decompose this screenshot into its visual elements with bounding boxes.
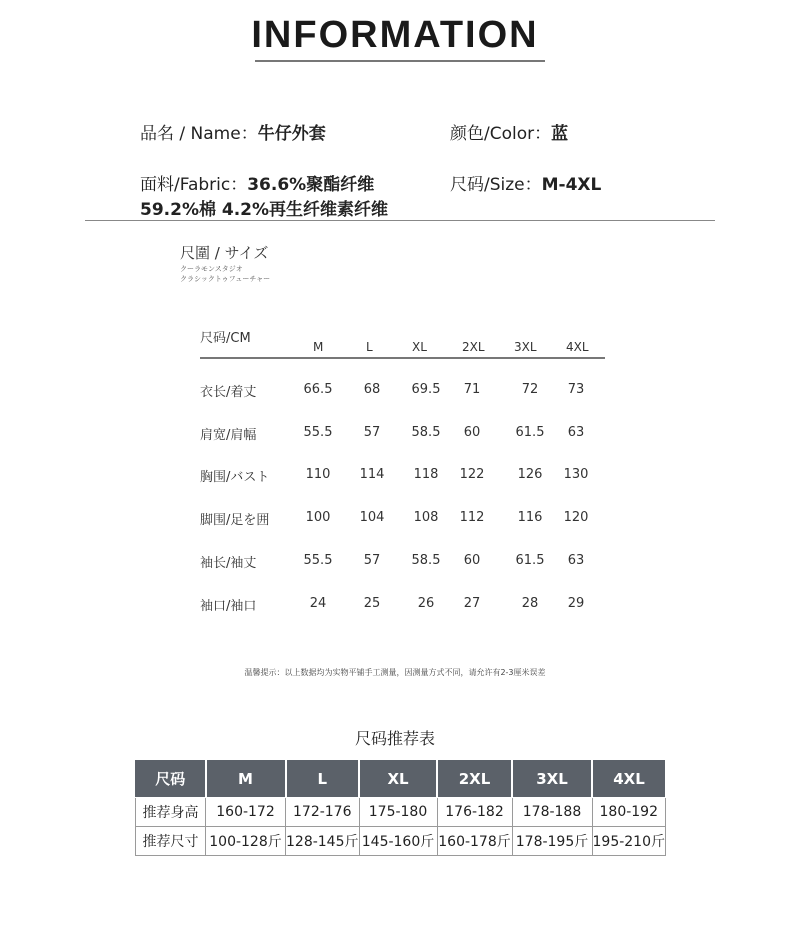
recommend-row-weight: [136, 827, 666, 856]
rec-cell: 180-192: [592, 798, 666, 827]
size-cell: 112: [459, 510, 485, 525]
size-chart-sub2: クラシックトゥフューチャー: [180, 275, 271, 283]
size-label: 尺码/Size：: [450, 175, 542, 195]
recommend-row-height: [136, 798, 666, 827]
size-cell: 58.5: [411, 553, 441, 568]
title-underline: [255, 60, 545, 62]
size-row-label: 肩宽/肩幅: [200, 428, 257, 443]
size-cell: 27: [463, 596, 481, 611]
rec-cell: 176-182: [437, 798, 512, 827]
rec-head-m: M: [206, 760, 286, 798]
size-cell: 55.5: [303, 425, 333, 440]
rec-cell: 100-128斤: [206, 827, 286, 856]
col-head-2xl: 2XL: [462, 340, 485, 354]
size-cell: 104: [359, 510, 385, 525]
size-cell: 73: [567, 382, 585, 397]
col-head-4xl: 4XL: [566, 340, 589, 354]
recommend-title: 尺码推荐表: [354, 729, 435, 748]
size-cell: 72: [521, 382, 539, 397]
rec-head-3xl: 3XL: [512, 760, 592, 798]
size-cell: 58.5: [411, 425, 441, 440]
size-cell: 24: [309, 596, 327, 611]
size-cell: 61.5: [515, 553, 545, 568]
size-row-label: 脚围/足を囲: [200, 513, 270, 528]
size-cell: 60: [463, 425, 481, 440]
rec-cell: 195-210斤: [592, 827, 666, 856]
name-label: 品名 / Name：: [140, 124, 258, 144]
rec-cell: 145-160斤: [359, 827, 437, 856]
size-cell: 63: [567, 553, 585, 568]
size-cell: 122: [459, 467, 485, 482]
rec-head-size: 尺码: [136, 760, 206, 798]
fabric-value-2: 59.2%棉 4.2%再生纤维素纤维: [140, 200, 389, 220]
col-head-m: M: [313, 340, 324, 354]
rec-cell: 160-172: [206, 798, 286, 827]
rec-head-l: L: [286, 760, 360, 798]
rec-cell: 推荐尺寸: [136, 827, 206, 856]
col-head-l: L: [366, 340, 373, 354]
rec-head-2xl: 2XL: [437, 760, 512, 798]
size-cell: 116: [517, 510, 543, 525]
rec-cell: 178-188: [512, 798, 592, 827]
size-cell: 126: [517, 467, 543, 482]
rec-cell: 推荐身高: [136, 798, 206, 827]
size-cell: 57: [363, 425, 381, 440]
unit-label: 尺码/CM: [200, 331, 251, 346]
size-cell: 118: [413, 467, 439, 482]
fabric-value: 36.6%聚酯纤维: [247, 175, 375, 195]
rec-cell: 160-178斤: [437, 827, 512, 856]
info-fabric-line2: [140, 195, 388, 220]
size-cell: 68: [363, 382, 381, 397]
size-cell: 66.5: [303, 382, 333, 397]
rec-cell: 178-195斤: [512, 827, 592, 856]
info-size: [450, 170, 601, 195]
size-cell: 114: [359, 467, 385, 482]
info-color: [450, 119, 568, 144]
size-cell: 26: [417, 596, 435, 611]
col-head-xl: XL: [412, 340, 427, 354]
size-row-label: 袖口/袖口: [200, 599, 257, 614]
col-head-3xl: 3XL: [514, 340, 537, 354]
size-cell: 25: [363, 596, 381, 611]
size-cell: 120: [563, 510, 589, 525]
size-row-label: 衣长/着丈: [200, 385, 257, 400]
recommend-table: [135, 759, 666, 856]
info-divider: [85, 220, 715, 221]
size-cell: 28: [521, 596, 539, 611]
size-cell: 55.5: [303, 553, 333, 568]
size-cell: 57: [363, 553, 381, 568]
size-cell: 29: [567, 596, 585, 611]
recommend-header-row: [136, 760, 666, 798]
rec-head-4xl: 4XL: [592, 760, 666, 798]
info-fabric: [140, 170, 374, 195]
color-label: 颜色/Color：: [450, 124, 552, 144]
size-cell: 130: [563, 467, 589, 482]
measurement-note: 温馨提示：以上数据均为实物平铺手工测量，因测量方式不同，请允许有2-3厘米误差: [244, 668, 546, 677]
size-cell: 60: [463, 553, 481, 568]
size-chart-rule: [200, 357, 605, 359]
name-value: 牛仔外套: [257, 124, 326, 144]
rec-cell: 172-176: [286, 798, 360, 827]
color-value: 蓝: [551, 124, 569, 144]
size-chart-sub1: クーラモンスタジオ: [180, 265, 243, 273]
size-cell: 108: [413, 510, 439, 525]
size-row-label: 胸围/バスト: [200, 470, 270, 485]
size-row-label: 袖长/袖丈: [200, 556, 257, 571]
fabric-label: 面料/Fabric：: [140, 175, 248, 195]
size-cell: 100: [305, 510, 331, 525]
size-cell: 71: [463, 382, 481, 397]
info-name: [140, 119, 326, 144]
page-title: INFORMATION: [251, 14, 539, 56]
size-value: M-4XL: [541, 175, 602, 195]
size-cell: 63: [567, 425, 585, 440]
size-chart-heading: 尺圍 / サイズ: [180, 244, 269, 262]
rec-head-xl: XL: [359, 760, 437, 798]
size-cell: 110: [305, 467, 331, 482]
rec-cell: 175-180: [359, 798, 437, 827]
size-cell: 61.5: [515, 425, 545, 440]
rec-cell: 128-145斤: [286, 827, 360, 856]
size-cell: 69.5: [411, 382, 441, 397]
